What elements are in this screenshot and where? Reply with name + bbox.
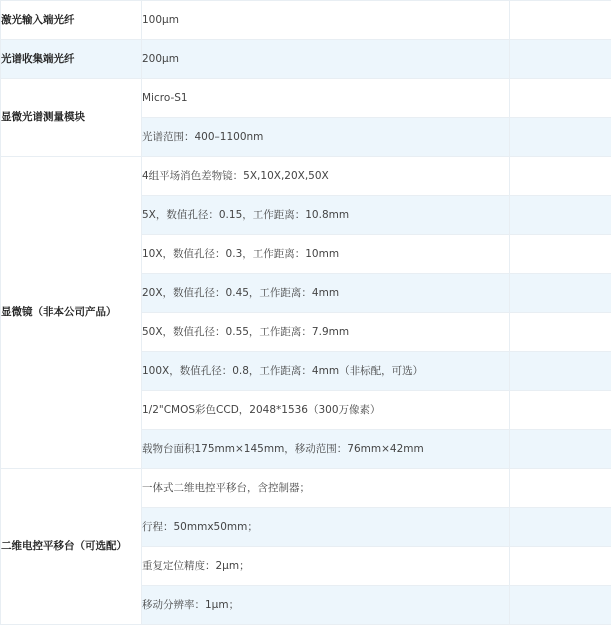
row-value: 4组平场消色差物镜：5X,10X,20X,50X (142, 157, 510, 196)
empty-cell (510, 196, 611, 235)
empty-cell (510, 586, 611, 625)
empty-cell (510, 508, 611, 547)
empty-cell (510, 40, 611, 79)
row-value: 重复定位精度：2μm； (142, 547, 510, 586)
table-row (1, 469, 611, 508)
row-value: 100μm (142, 1, 510, 40)
empty-cell (510, 157, 611, 196)
row-value: 100X，数值孔径：0.8，工作距离：4mm（非标配，可选） (142, 352, 510, 391)
table-row (1, 157, 611, 196)
row-value: 一体式二维电控平移台，含控制器； (142, 469, 510, 508)
empty-cell (510, 118, 611, 157)
row-value: 10X，数值孔径：0.3，工作距离：10mm (142, 235, 510, 274)
empty-cell (510, 79, 611, 118)
row-value: 行程：50mmx50mm； (142, 508, 510, 547)
empty-cell (510, 235, 611, 274)
row-value: 50X，数值孔径：0.55，工作距离：7.9mm (142, 313, 510, 352)
row-label: 二维电控平移台（可选配） (1, 469, 142, 625)
row-value: Micro-S1 (142, 79, 510, 118)
row-value: 5X，数值孔径：0.15，工作距离：10.8mm (142, 196, 510, 235)
row-value: 200μm (142, 40, 510, 79)
empty-cell (510, 313, 611, 352)
empty-cell (510, 391, 611, 430)
row-value: 20X，数值孔径：0.45，工作距离：4mm (142, 274, 510, 313)
table-row (1, 1, 611, 40)
empty-cell (510, 352, 611, 391)
empty-cell (510, 547, 611, 586)
row-label: 显微镜（非本公司产品） (1, 157, 142, 469)
row-value: 载物台面积175mm×145mm，移动范围：76mm×42mm (142, 430, 510, 469)
table-row (1, 40, 611, 79)
row-value: 光谱范围：400–1100nm (142, 118, 510, 157)
row-label: 激光输入端光纤 (1, 1, 142, 40)
row-value: 移动分辨率：1μm； (142, 586, 510, 625)
empty-cell (510, 274, 611, 313)
empty-cell (510, 1, 611, 40)
empty-cell (510, 469, 611, 508)
row-label: 显微光谱测量模块 (1, 79, 142, 157)
row-value: 1/2"CMOS彩色CCD，2048*1536（300万像素） (142, 391, 510, 430)
row-label: 光谱收集端光纤 (1, 40, 142, 79)
table-row (1, 79, 611, 118)
empty-cell (510, 430, 611, 469)
